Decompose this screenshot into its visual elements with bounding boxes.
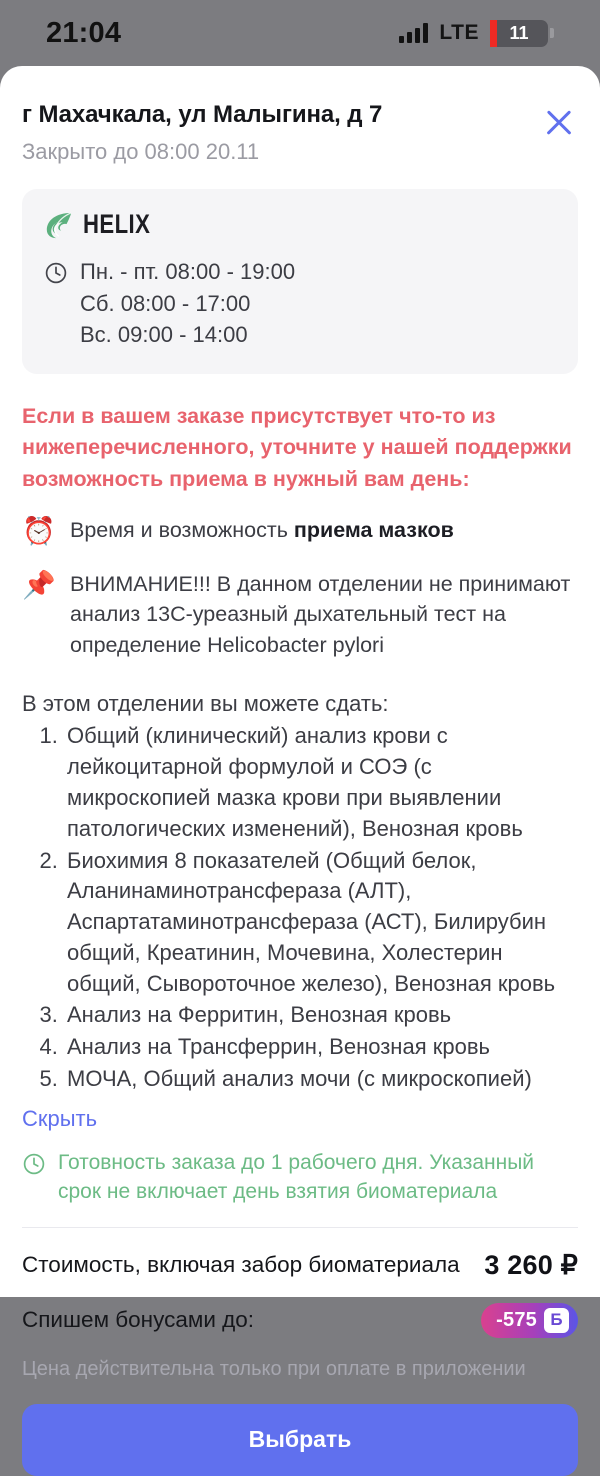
lab-name: HELIX: [83, 209, 151, 240]
bonus-label: Спишем бонусами до:: [22, 1307, 255, 1333]
select-button[interactable]: Выбрать: [22, 1404, 578, 1476]
network-type-label: LTE: [439, 21, 479, 44]
readiness-text: Готовность заказа до 1 рабочего дня. Указанный срок не включает день взятия биоматериала: [58, 1150, 535, 1204]
divider: [22, 1227, 578, 1228]
bullet-text: [70, 515, 454, 549]
total-price-row: [22, 1250, 578, 1281]
lab-info-card: [22, 189, 578, 374]
hours-line: Вс. 09:00 - 14:00: [80, 321, 248, 347]
total-price-label: Стоимость, включая забор биоматериала: [22, 1252, 460, 1278]
clock-outline-icon: [22, 1152, 46, 1176]
warning-notice: Если в вашем заказе присутствует что-то из нижеперечисленного, уточните у нашей поддержки возможность приема в нужный вам день:: [22, 404, 572, 491]
sheet-header: [22, 100, 578, 165]
total-price-value: 3 260 ₽: [484, 1249, 578, 1280]
list-item: [22, 569, 578, 661]
opening-hours: [44, 256, 556, 350]
list-item: [22, 515, 578, 549]
status-bar: [0, 0, 600, 66]
price-fineprint: Цена действительна только при оплате в приложении: [22, 1357, 526, 1380]
bullet-text-bold: приема мазков: [293, 518, 454, 543]
battery-percent-label: 11: [509, 22, 529, 43]
bullet-text: ВНИМАНИЕ!!! В данном отделении не принимают анализ 13С-уреазный дыхательный тест на определение Helicobacter pylori: [70, 571, 571, 657]
header-texts: [22, 100, 540, 165]
sheet-content: [0, 75, 600, 1382]
close-icon[interactable]: [540, 103, 578, 141]
status-time: 21:04: [46, 16, 122, 49]
readiness-note: [22, 1148, 578, 1207]
cta-container: [0, 1382, 600, 1476]
hours-line: Пн. - пт. 08:00 - 19:00: [80, 259, 296, 285]
list-item: 3. Анализ на Ферритин, Венозная кровь: [64, 1000, 578, 1031]
open-status-text: Закрыто до 08:00 20.11: [22, 139, 260, 164]
battery-icon: [490, 20, 554, 47]
signal-bars-icon: [399, 23, 428, 43]
hours-lines: [80, 256, 295, 350]
page-title: г Махачкала, ул Малыгина, д 7: [22, 101, 383, 128]
clock-icon: [44, 261, 68, 285]
pushpin-emoji: 📌: [22, 569, 56, 600]
bottom-sheet: [0, 66, 600, 1453]
services-heading: В этом отделении вы можете сдать:: [22, 690, 389, 716]
helix-spiral-logo-icon: [44, 210, 74, 240]
status-badge: [481, 1303, 578, 1338]
bonus-amount: -575: [496, 1308, 537, 1331]
status-indicators: [399, 20, 554, 47]
bullet-text-plain: Время и возможность: [70, 518, 294, 543]
bonus-row: [22, 1303, 578, 1338]
list-item: 4. Анализ на Трансферрин, Венозная кровь: [64, 1032, 578, 1063]
list-item: 1. Общий (клинический) анализ крови с лейкоцитарной формулой и СОЭ (с микроскопией мазка крови при выявлении патологических изменений), Венозная кровь: [64, 721, 578, 844]
hide-link[interactable]: Скрыть: [22, 1105, 98, 1131]
list-item: 5. МОЧА, Общий анализ мочи (с микроскопией): [64, 1064, 578, 1095]
hours-line: Сб. 08:00 - 17:00: [80, 290, 251, 316]
services-list: [22, 721, 578, 1095]
bonus-currency-icon: Б: [544, 1308, 569, 1333]
alarm-clock-emoji: ⏰: [22, 516, 56, 547]
lab-logo-row: [44, 209, 556, 240]
list-item: 2. Биохимия 8 показателей (Общий белок, Аланинаминотрансфераза (АЛТ), Аспартатаминотрансфераза (АСТ), Билирубин общий, Креатинин, Мочевина, Холестерин общий, Сывороточное железо), Венозная кровь: [64, 846, 578, 1000]
